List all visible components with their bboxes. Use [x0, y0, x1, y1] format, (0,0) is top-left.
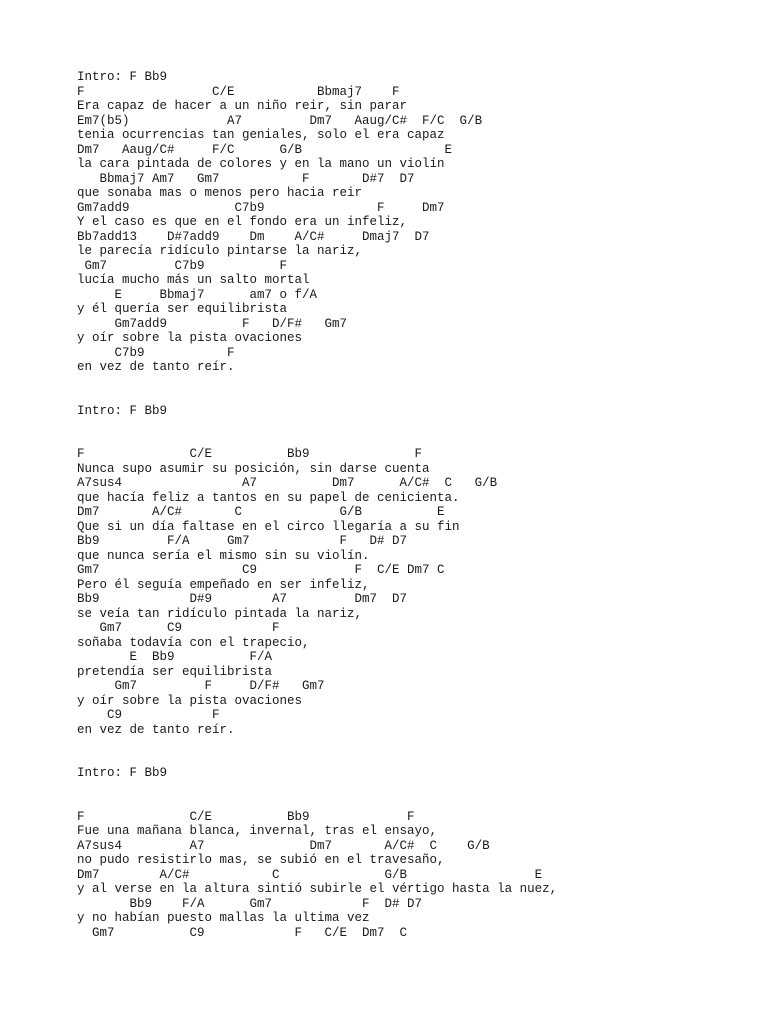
lyric-line [77, 795, 557, 810]
chord-line: Gm7add9 F D/F# Gm7 [77, 316, 348, 331]
chord-line: F C/E Bb9 F [77, 447, 423, 461]
chord-line: Gm7 C7b9 F [77, 258, 288, 273]
chord-line: Gm7 C9 F C/E Dm7 C [77, 925, 408, 940]
chord-line: Dm7 A/C# C G/B E [77, 505, 445, 519]
chord-line: Intro: F Bb9 [77, 403, 168, 418]
lyric-line: tenia ocurrencias tan geniales, solo el era capaz [77, 128, 445, 142]
lyric-line: se veía tan ridículo pintada la nariz, [77, 606, 363, 621]
chord-line: Dm7 A/C# C G/B E [77, 867, 543, 882]
lyric-line [77, 781, 557, 796]
chord-line: Intro: F Bb9 [77, 766, 168, 780]
lyric-line: pretendía ser equilibrista [77, 664, 273, 679]
lyric-line: en vez de tanto reír. [77, 360, 235, 374]
lyric-line [77, 418, 557, 433]
lyric-line [77, 433, 557, 448]
lyric-line: soñaba todavía con el trapecio, [77, 635, 310, 650]
lyric-line: que sonaba mas o menos pero hacia reir [77, 186, 363, 200]
lyric-line: lucía mucho más un salto mortal [77, 273, 310, 287]
lyric-line: no pudo resistirlo mas, se subió en el travesaño, [77, 853, 445, 867]
lyric-line: en vez de tanto reír. [77, 722, 235, 737]
lyric-line: que nunca sería el mismo sin su violín. [77, 548, 370, 563]
chord-line: A7sus4 A7 Dm7 A/C# C G/B [77, 476, 498, 490]
chord-line: Intro: F Bb9 [77, 70, 168, 84]
chord-line: E Bbmaj7 am7 o f/A [77, 287, 318, 302]
lyric-line: Fue una mañana blanca, invernal, tras el ensayo, [77, 824, 438, 838]
chord-line: Bbmaj7 Am7 Gm7 F D#7 D7 [77, 171, 415, 186]
chord-line: Gm7 C9 F C/E Dm7 C [77, 563, 445, 577]
chord-line: Dm7 Aaug/C# F/C G/B E [77, 142, 453, 157]
lyric-line [77, 375, 557, 390]
lyric-line: Que si un día faltase en el circo llegaría a su fin [77, 519, 460, 534]
lyric-line: Nunca supo asumir su posición, sin darse cuenta [77, 461, 430, 476]
lyric-line: Pero él seguía empeñado en ser infeliz, [77, 577, 370, 592]
chord-line: Gm7 F D/F# Gm7 [77, 679, 325, 693]
lyric-line: la cara pintada de colores y en la mano un violín [77, 157, 445, 171]
chord-line: Em7(b5) A7 Dm7 Aaug/C# F/C G/B [77, 113, 483, 128]
chord-line: A7sus4 A7 Dm7 A/C# C G/B [77, 838, 490, 853]
lyric-line [77, 752, 557, 767]
chord-line: Bb9 D#9 A7 Dm7 D7 [77, 592, 408, 606]
lyric-line [77, 389, 557, 404]
chord-line: Bb9 F/A Gm7 F D# D7 [77, 896, 423, 911]
lyric-line: y él quería ser equilibrista [77, 302, 288, 316]
chord-line: Bb7add13 D#7add9 Dm A/C# Dmaj7 D7 [77, 229, 430, 244]
chord-sheet [77, 70, 557, 940]
lyric-line: Era capaz de hacer a un niño reir, sin parar [77, 99, 408, 113]
chord-line: Bb9 F/A Gm7 F D# D7 [77, 534, 408, 548]
chord-line: F C/E Bb9 F [77, 809, 415, 824]
lyric-line: Y el caso es que en el fondo era un infeliz, [77, 215, 408, 229]
lyric-line [77, 737, 557, 752]
lyric-line: y oír sobre la pista ovaciones [77, 331, 303, 345]
lyric-line: que hacía feliz a tantos en su papel de cenicienta. [77, 490, 460, 505]
chord-line: F C/E Bbmaj7 F [77, 84, 400, 99]
chord-line: C7b9 F [77, 345, 235, 360]
lyric-line: y oír sobre la pista ovaciones [77, 693, 303, 708]
chord-line: Gm7add9 C7b9 F Dm7 [77, 200, 445, 215]
lyric-line: y al verse en la altura sintió subirle el vértigo hasta la nuez, [77, 882, 558, 896]
chord-line: E Bb9 F/A [77, 650, 273, 664]
chord-line: C9 F [77, 708, 220, 722]
lyric-line: le parecía ridículo pintarse la nariz, [77, 244, 363, 258]
chord-line: Gm7 C9 F [77, 621, 280, 635]
lyric-line: y no habían puesto mallas la ultima vez [77, 911, 370, 925]
